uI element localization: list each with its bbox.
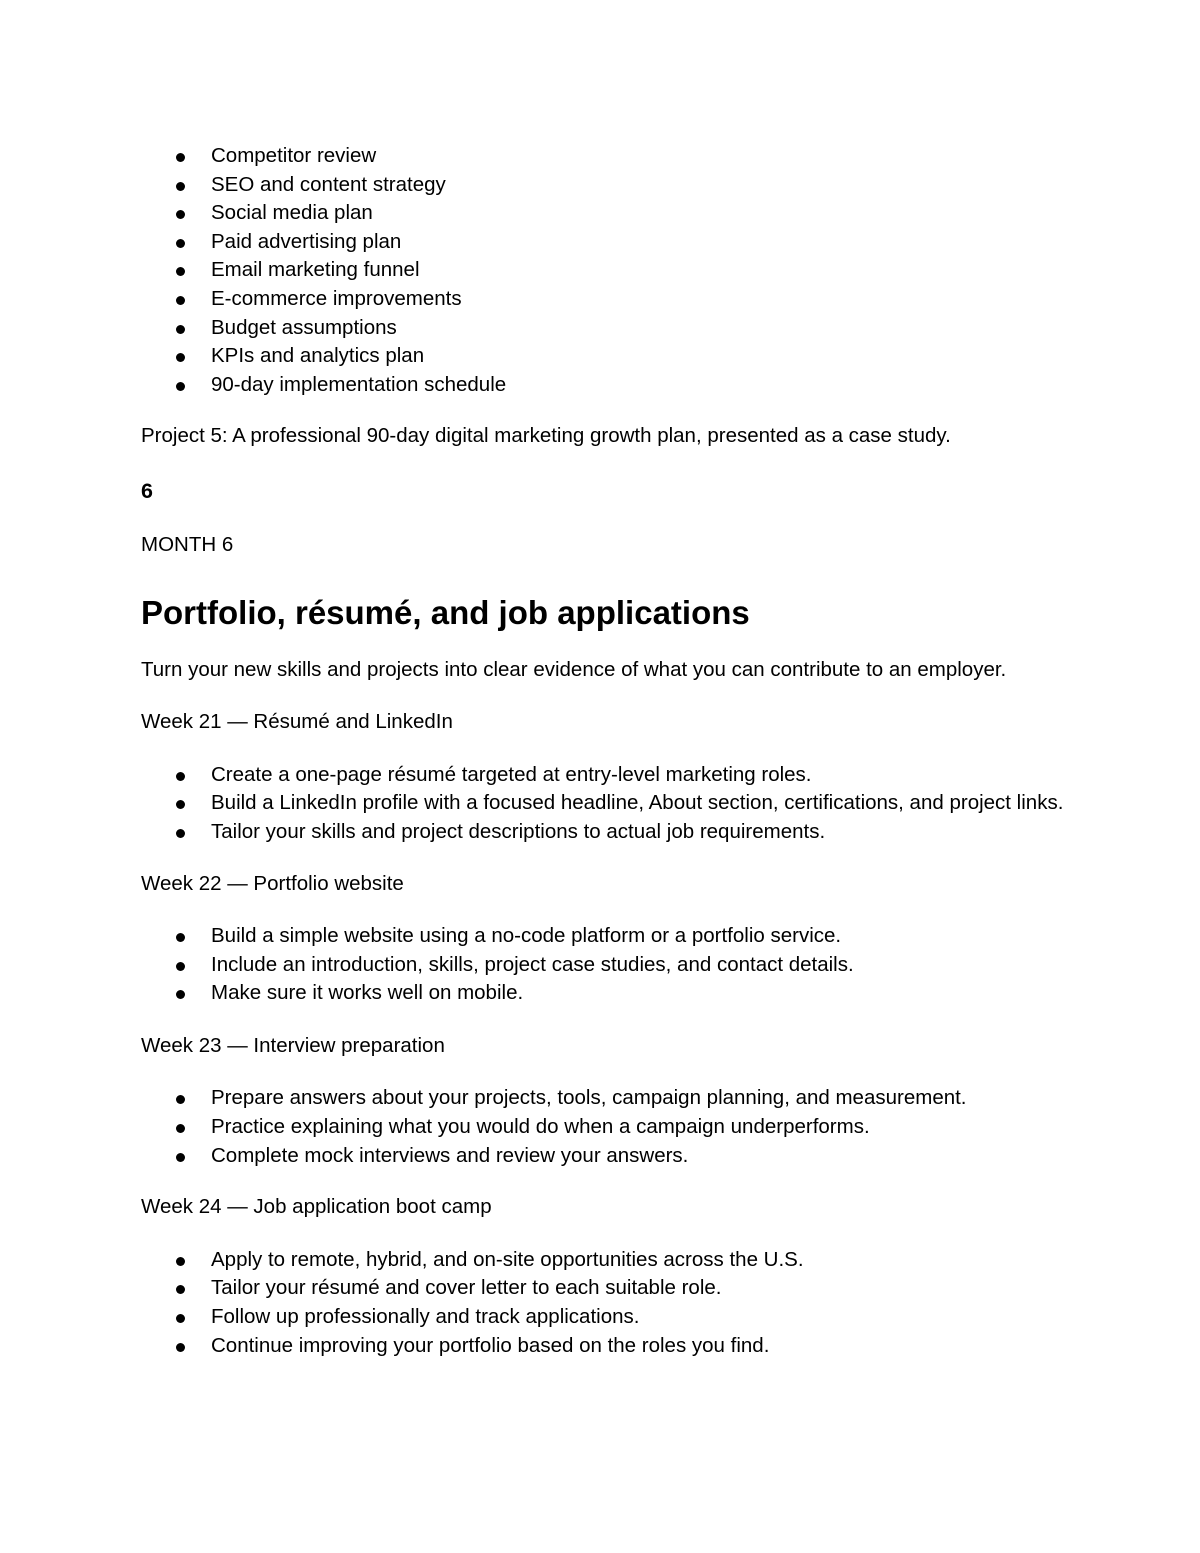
deliverables-list [141,142,1070,399]
week-24-title: Week 24 — Job application boot camp [141,1195,492,1219]
list-item: Complete mock interviews and review your answers. [211,1142,1070,1171]
list-item: Tailor your résumé and cover letter to each suitable role. [211,1274,1070,1303]
list-item: Follow up professionally and track applications. [211,1303,1070,1332]
bullet-icon [176,933,185,942]
week-24-list [141,1246,1070,1360]
bullet-icon [176,267,185,276]
list-item: Build a LinkedIn profile with a focused headline, About section, certifications, and project links. [211,789,1070,818]
bullet-icon [176,239,185,248]
week-23-title: Week 23 — Interview preparation [141,1033,445,1057]
intro-paragraph: Turn your new skills and projects into clear evidence of what you can contribute to an employer. [141,657,1007,681]
bullet-icon [176,353,185,362]
bullet-icon [176,1343,185,1352]
list-item: KPIs and analytics plan [211,342,1070,371]
bullet-icon [176,962,185,971]
list-item: Email marketing funnel [211,256,1070,285]
list-item: Competitor review [211,142,1070,171]
bullet-icon [176,1285,185,1294]
list-item: Budget assumptions [211,314,1070,343]
list-item: Build a simple website using a no-code platform or a portfolio service. [211,922,1070,951]
section-number: 6 [141,478,153,503]
bullet-icon [176,1257,185,1266]
bullet-icon [176,296,185,305]
bullet-icon [176,1314,185,1323]
week-23-list [141,1084,1070,1170]
list-item: 90-day implementation schedule [211,371,1070,400]
week-21-list [141,761,1070,847]
list-item: SEO and content strategy [211,171,1070,200]
bullet-icon [176,990,185,999]
list-item: Make sure it works well on mobile. [211,979,1070,1008]
week-22-list [141,922,1070,1008]
list-item: Include an introduction, skills, project case studies, and contact details. [211,951,1070,980]
list-item: Paid advertising plan [211,228,1070,257]
list-item: Social media plan [211,199,1070,228]
list-item: E-commerce improvements [211,285,1070,314]
bullet-icon [176,772,185,781]
bullet-icon [176,1095,185,1104]
bullet-icon [176,1124,185,1133]
list-item: Tailor your skills and project descriptions to actual job requirements. [211,818,1070,847]
bullet-icon [176,210,185,219]
bullet-icon [176,153,185,162]
bullet-icon [176,829,185,838]
bullet-icon [176,800,185,809]
bullet-icon [176,382,185,391]
bullet-icon [176,325,185,334]
list-item: Apply to remote, hybrid, and on-site opportunities across the U.S. [211,1246,1070,1275]
list-item: Practice explaining what you would do when a campaign underperforms. [211,1113,1070,1142]
week-22-title: Week 22 — Portfolio website [141,871,404,895]
project-summary: Project 5: A professional 90-day digital marketing growth plan, presented as a case study. [141,424,951,448]
bullet-icon [176,182,185,191]
list-item: Continue improving your portfolio based on the roles you find. [211,1332,1070,1361]
month-label: MONTH 6 [141,532,234,556]
bullet-icon [176,1153,185,1162]
page-title: Portfolio, résumé, and job applications [141,593,750,631]
week-21-title: Week 21 — Résumé and LinkedIn [141,710,453,734]
list-item: Create a one-page résumé targeted at entry-level marketing roles. [211,761,1070,790]
list-item: Prepare answers about your projects, tools, campaign planning, and measurement. [211,1084,1070,1113]
